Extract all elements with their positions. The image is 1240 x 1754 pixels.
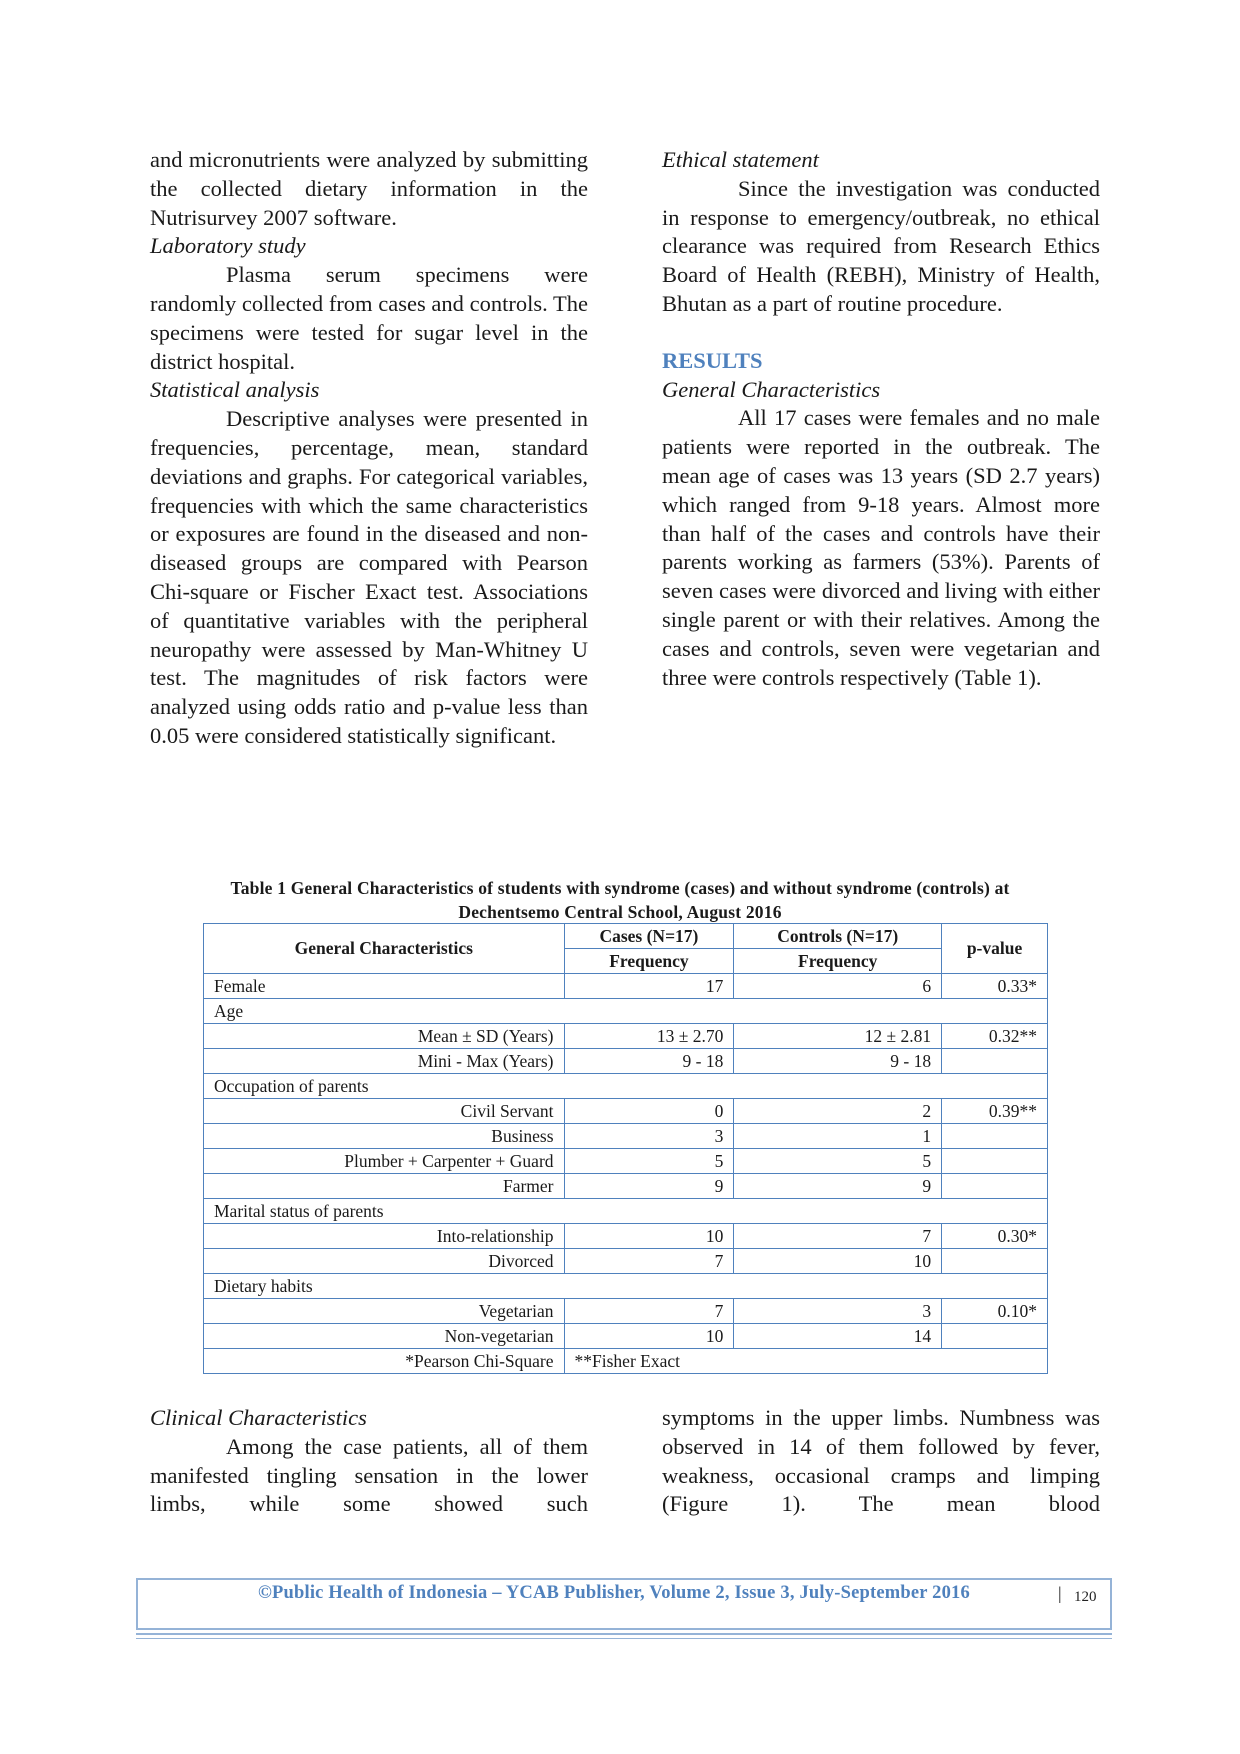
footer-divider <box>136 1633 1112 1635</box>
controls-value: 2 <box>734 1099 942 1124</box>
table-row <box>204 1224 1048 1249</box>
controls-value: 12 ± 2.81 <box>734 1024 942 1049</box>
p-value: 0.32** <box>942 1024 1048 1049</box>
cases-value: 3 <box>564 1124 734 1149</box>
page-number: 120 <box>1074 1589 1097 1605</box>
lower-right-column <box>662 1404 1100 1519</box>
note-pearson: *Pearson Chi-Square <box>204 1349 565 1374</box>
row-label: Non-vegetarian <box>204 1324 565 1349</box>
note-fisher: **Fisher Exact <box>564 1349 1047 1374</box>
row-label: Into-relationship <box>204 1224 565 1249</box>
cases-value: 13 ± 2.70 <box>564 1024 734 1049</box>
paragraph-general-characteristics: All 17 cases were females and no male patients were reported in the outbreak. The mean age of cases was 13 years (SD 2.7 years) which ranged from 9-18 years. Almost more than half of the cases and controls have their parents working as farmers (53%). Parents of seven cases were divorced and living with either single parent or with their relatives. Among the cases and controls, seven were vegetarian and three were controls respectively (Table 1). <box>662 405 1100 690</box>
heading-clinical-characteristics: Clinical Characteristics <box>150 1405 367 1430</box>
row-label: Divorced <box>204 1249 565 1274</box>
footer-separator: | <box>1058 1583 1062 1603</box>
row-label: Business <box>204 1124 565 1149</box>
table-section-row <box>204 999 1048 1024</box>
heading-results: RESULTS <box>662 347 763 373</box>
controls-value: 7 <box>734 1224 942 1249</box>
cases-value: 5 <box>564 1149 734 1174</box>
cases-value: 7 <box>564 1299 734 1324</box>
row-label: Mini - Max (Years) <box>204 1049 565 1074</box>
left-column <box>150 146 588 751</box>
row-label: Mean ± SD (Years) <box>204 1024 565 1049</box>
p-value: 0.30* <box>942 1224 1048 1249</box>
paragraph-clinical-right: symptoms in the upper limbs. Numbness was observed in 14 of them followed by fever, weakness, occasional cramps and limping (Figure 1). The mean blood <box>662 1405 1100 1517</box>
table-row <box>204 1049 1048 1074</box>
heading-ethical-statement: Ethical statement <box>662 147 819 172</box>
p-value: 0.33* <box>942 974 1048 999</box>
p-value <box>942 1049 1048 1074</box>
cases-value: 9 <box>564 1174 734 1199</box>
controls-value: 14 <box>734 1324 942 1349</box>
row-label: Farmer <box>204 1174 565 1199</box>
p-value: 0.39** <box>942 1099 1048 1124</box>
heading-statistical-analysis: Statistical analysis <box>150 377 320 403</box>
section-label-occupation: Occupation of parents <box>204 1074 1048 1099</box>
table-row <box>204 1099 1048 1124</box>
header-controls-frequency: Frequency <box>734 949 942 974</box>
table-row <box>204 1324 1048 1349</box>
header-cases: Cases (N=17) <box>564 924 734 949</box>
controls-value: 9 - 18 <box>734 1049 942 1074</box>
cases-value: 10 <box>564 1324 734 1349</box>
cases-value: 10 <box>564 1224 734 1249</box>
row-label: Plumber + Carpenter + Guard <box>204 1149 565 1174</box>
p-value: 0.10* <box>942 1299 1048 1324</box>
paragraph-clinical-left: Among the case patients, all of them manifested tingling sensation in the lower limbs, while some showed such <box>150 1433 588 1517</box>
footer-divider-thin <box>136 1638 1112 1639</box>
table-caption-line1: Table 1 General Characteristics of students with syndrome (cases) and without syndrome (controls) at <box>230 878 1010 898</box>
table-header-row <box>204 924 1048 949</box>
table-row <box>204 1249 1048 1274</box>
row-label: Female <box>204 974 565 999</box>
p-value <box>942 1249 1048 1274</box>
cases-value: 7 <box>564 1249 734 1274</box>
table-row <box>204 1124 1048 1149</box>
table-section-row <box>204 1199 1048 1224</box>
cases-value: 9 - 18 <box>564 1049 734 1074</box>
header-controls: Controls (N=17) <box>734 924 942 949</box>
p-value <box>942 1149 1048 1174</box>
p-value <box>942 1124 1048 1149</box>
table-section-row <box>204 1074 1048 1099</box>
p-value <box>942 1324 1048 1349</box>
heading-laboratory-study: Laboratory study <box>150 233 306 259</box>
paragraph-ethical-statement: Since the investigation was conducted in response to emergency/outbreak, no ethical clearance was required from Research Ethics Board of Health (REBH), Ministry of Health, Bhutan as a part of routine procedure. <box>662 175 1100 316</box>
row-label: Civil Servant <box>204 1099 565 1124</box>
controls-value: 6 <box>734 974 942 999</box>
cases-value: 17 <box>564 974 734 999</box>
paragraph-statistical-analysis: Descriptive analyses were presented in frequencies, percentage, mean, standard deviations and graphs. For categorical variables, frequencies with which the same characteristics or exposures are found in the diseased and non-diseased groups are compared with Pearson Chi-square or Fischer Exact test. Associations of quantitative variables with the peripheral neuropathy were assessed by Man-Whitney U test. The magnitudes of risk factors were analyzed using odds ratio and p-value less than 0.05 were considered statistically significant. <box>150 406 588 748</box>
section-label-age: Age <box>204 999 1048 1024</box>
controls-value: 10 <box>734 1249 942 1274</box>
table-section-row <box>204 1274 1048 1299</box>
controls-value: 5 <box>734 1149 942 1174</box>
paragraph-laboratory-study: Plasma serum specimens were randomly collected from cases and controls. The specimens were tested for sugar level in the district hospital. <box>150 262 588 374</box>
lower-left-column <box>150 1404 588 1519</box>
table-row <box>204 1149 1048 1174</box>
p-value <box>942 1174 1048 1199</box>
table-row <box>204 974 1048 999</box>
controls-value: 9 <box>734 1174 942 1199</box>
table-row <box>204 1174 1048 1199</box>
controls-value: 3 <box>734 1299 942 1324</box>
characteristics-table <box>203 923 1048 1374</box>
section-label-marital: Marital status of parents <box>204 1199 1048 1224</box>
table-note-row <box>204 1349 1048 1374</box>
table-caption <box>150 876 1090 924</box>
controls-value: 1 <box>734 1124 942 1149</box>
footer-citation: ©Public Health of Indonesia – YCAB Publisher, Volume 2, Issue 3, July-September 2016 <box>258 1583 970 1603</box>
table-row <box>204 1299 1048 1324</box>
header-general-characteristics: General Characteristics <box>204 924 565 974</box>
header-p-value: p-value <box>942 924 1048 974</box>
table-caption-line2: Dechentsemo Central School, August 2016 <box>458 902 782 922</box>
heading-general-characteristics: General Characteristics <box>662 376 881 402</box>
table-row <box>204 1024 1048 1049</box>
right-column <box>662 146 1100 692</box>
row-label: Vegetarian <box>204 1299 565 1324</box>
cases-value: 0 <box>564 1099 734 1124</box>
paragraph-nutrisurvey: and micronutrients were analyzed by submitting the collected dietary information in the Nutrisurvey 2007 software. <box>150 147 588 230</box>
header-cases-frequency: Frequency <box>564 949 734 974</box>
section-label-dietary: Dietary habits <box>204 1274 1048 1299</box>
